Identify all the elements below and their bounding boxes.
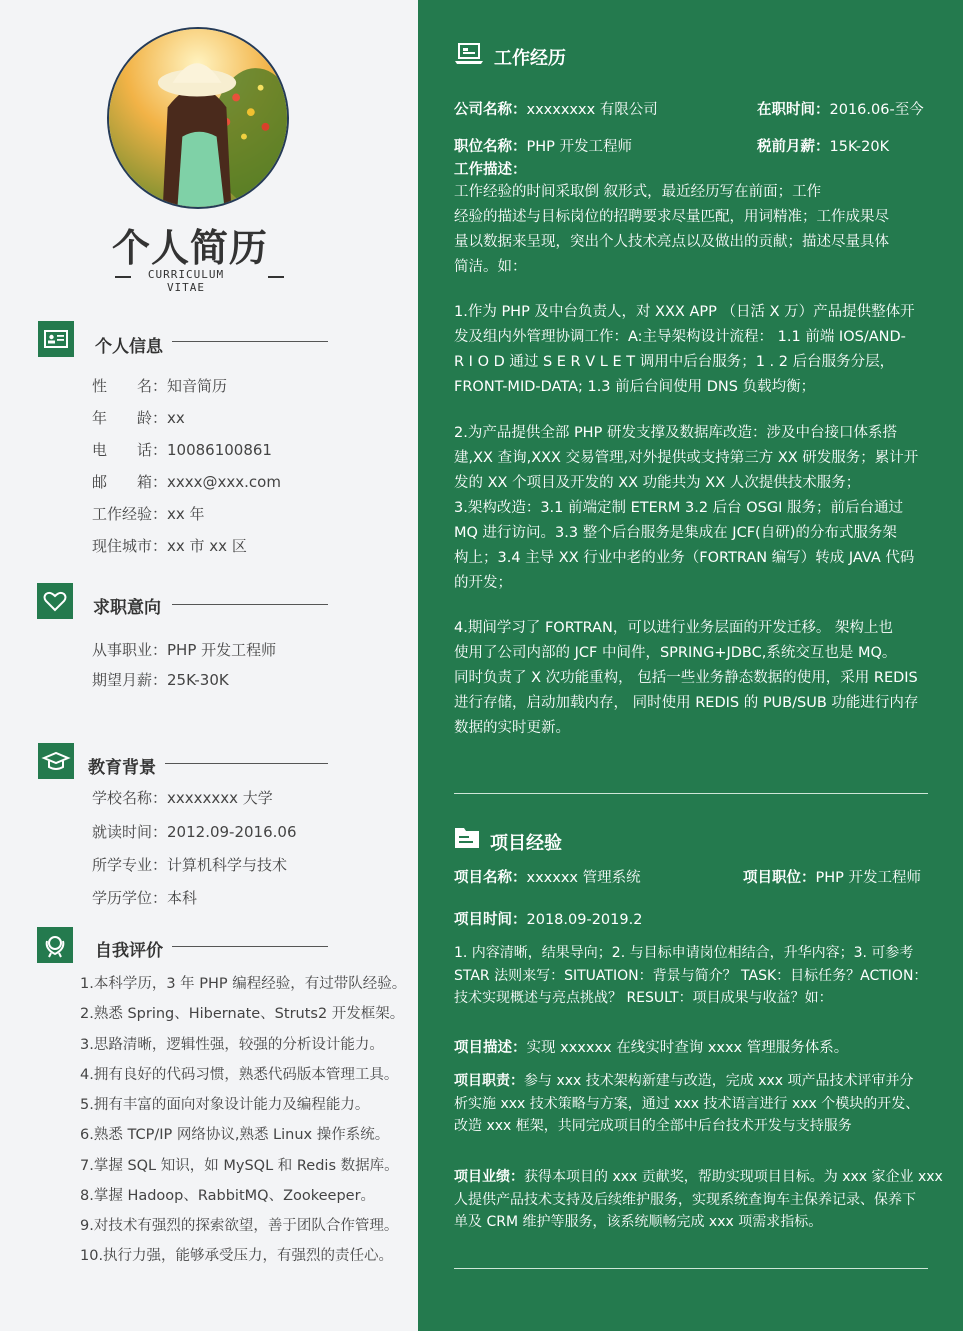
- self-eval-item: 10.执行力强，能够承受压力，有强烈的责任心。: [80, 1248, 394, 1264]
- section-divider: [172, 604, 328, 605]
- work-intro: 工作经验的时间采取倒 叙形式，最近经历写在前面；工作 经验的描述与目标岗位的招聘要求尽量匹配，用词精准；工作成果尽 量以数据来呈现，突出个人技术亮点以及做出的贡献；描述尽量具体 简洁。如：: [454, 184, 889, 275]
- work-position: 职位名称：PHP 开发工程师: [454, 139, 632, 155]
- info-row-experience: 工作经验：xx 年: [92, 505, 205, 523]
- info-row-city: 现住城市：xx 市 xx 区: [92, 537, 247, 555]
- section-title-education: 教育背景: [88, 758, 156, 778]
- left-column: [0, 0, 418, 1331]
- project-time: 项目时间：2018.09-2019.2: [454, 912, 643, 928]
- laptop-icon: [454, 42, 484, 66]
- project-duty: 项目职责：参与 xxx 技术架构新建与改造，完成 xxx 项产品技术评审并分 析实施 xxx 技术策略与方案，通过 xxx 技术语言进行 xxx 个模块的开发、 改造 xxx 框架，共同完成项目的全部中后台技术开发与支持服务: [454, 1073, 920, 1134]
- folder-icon: [454, 826, 480, 850]
- resume-subtitle: CURRICULUM VITAE: [147, 268, 225, 294]
- badge-icon: [37, 927, 73, 963]
- resume-title: 个人简历: [111, 226, 268, 270]
- self-eval-item: 2.熟悉 Spring、Hibernate、Struts2 开发框架。: [80, 1006, 405, 1022]
- self-eval-item: 8.掌握 Hadoop、RabbitMQ、Zookeeper。: [80, 1188, 376, 1204]
- edu-row-degree: 学历学位：本科: [92, 889, 198, 907]
- section-divider: [454, 1268, 928, 1269]
- info-row-name: 性 名：知音简历: [92, 377, 228, 395]
- project-intro: 1. 内容清晰，结果导向；2. 与目标申请岗位相结合，升华内容；3. 可参考 STAR 法则来写：SITUATION：背景与简介？ TASK：目标任务？ACTION： 技术实现概述与亮点挑战？ RESULT：项目成果与收益？如：: [454, 945, 928, 1006]
- project-name: 项目名称：xxxxxx 管理系统: [454, 870, 641, 886]
- self-eval-item: 1.本科学历，3 年 PHP 编程经验，有过带队经验。: [80, 976, 407, 992]
- work-paragraph-1: 1.作为 PHP 及中台负责人，对 XXX APP （日活 X 万）产品提供整体开 发及组内外管理协调工作：A:主导架构设计流程： 1.1 前端 IOS/AND- R I O D 通过 S E R V L E T 调用中后台服务；1 . 2 后台服务分层， FRONT-MID-DATA; 1.3 前后台间使用 DNS 负载均衡；: [454, 304, 915, 395]
- section-title-work: 工作经历: [494, 48, 566, 69]
- self-eval-item: 7.掌握 SQL 知识，如 MySQL 和 Redis 数据库。: [80, 1158, 399, 1174]
- work-desc-label: 工作描述：: [454, 162, 527, 178]
- section-divider: [172, 946, 328, 947]
- right-column: [418, 0, 963, 1331]
- section-divider: [165, 763, 328, 764]
- project-desc: 项目描述：实现 xxxxxx 在线实时查询 xxxx 管理服务体系。: [454, 1040, 849, 1056]
- info-row-email: 邮 箱：xxxx@xxx.com: [92, 473, 281, 491]
- section-title-self-eval: 自我评价: [95, 941, 163, 961]
- edu-row-period: 就读时间：2012.09-2016.06: [92, 823, 297, 841]
- info-row-age: 年 龄：xx: [92, 409, 185, 427]
- graduation-cap-icon: [38, 743, 74, 779]
- work-company: 公司名称：xxxxxxxx 有限公司: [454, 102, 658, 118]
- intent-row-salary: 期望月薪：25K-30K: [92, 671, 229, 689]
- work-paragraph-3: 4.期间学习了 FORTRAN，可以进行业务层面的开发迁移。 架构上也 使用了公司内部的 JCF 中间件，SPRING+JDBC,系统交互也是 MQ。 同时负责了 X 次功能重构， 包括一些业务静态数据的使用，采用 REDIS 进行存储，启动加载内存， 同时使用 REDIS 的 PUB/SUB 功能进行内存 数据的实时更新。: [454, 620, 919, 736]
- work-paragraph-2: 2.为产品提供全部 PHP 研发支撑及数据库改造：涉及中台接口体系搭 建,XX 查询,XXX 交易管理,对外提供或支持第三方 XX 研发服务；累计开 发的 XX 个项目及开发的 XX 功能共为 XX 人次提供技术服务； 3.架构改造：3.1 前端定制 ETERM 3.2 后台 OSGI 服务；前后台通过 MQ 进行访问。3.3 整个后台服务是集成在 JCF(自研)的分布式服务架 构上；3.4 主导 XX 行业中老的业务（FORTRAN 编写）转成 JAVA 代码 的开发；: [454, 425, 919, 591]
- section-title-intent: 求职意向: [93, 598, 161, 618]
- section-divider: [454, 793, 928, 794]
- heart-icon: [37, 583, 73, 619]
- avatar: [107, 27, 289, 209]
- edu-row-school: 学校名称：xxxxxxxx 大学: [92, 789, 273, 807]
- id-card-icon: [38, 321, 74, 357]
- edu-row-major: 所学专业：计算机科学与技术: [92, 856, 288, 874]
- self-eval-item: 9.对技术有强烈的探索欲望，善于团队合作管理。: [80, 1218, 399, 1234]
- work-time: 在职时间：2016.06-至今: [757, 102, 924, 118]
- avatar-photo: [109, 29, 287, 207]
- work-salary: 税前月薪：15K-20K: [757, 139, 890, 155]
- section-divider: [172, 341, 328, 342]
- self-eval-item: 3.思路清晰，逻辑性强，较强的分析设计能力。: [80, 1037, 384, 1053]
- self-eval-item: 5.拥有丰富的面向对象设计能力及编程能力。: [80, 1097, 370, 1113]
- intent-row-job: 从事职业：PHP 开发工程师: [92, 641, 277, 659]
- subtitle-right-dash: [268, 276, 284, 278]
- self-eval-item: 4.拥有良好的代码习惯，熟悉代码版本管理工具。: [80, 1067, 399, 1083]
- info-row-phone: 电 话：10086100861: [92, 441, 272, 459]
- project-result: 项目业绩：获得本项目的 xxx 贡献奖，帮助实现项目目标。为 xxx 家企业 xxx 人提供产品技术支持及后续维护服务，实现系统查询车主保养记录、保养下 单及 CRM 维护等服务，该系统顺畅完成 xxx 项需求指标。: [454, 1169, 943, 1230]
- project-role: 项目职位：PHP 开发工程师: [743, 870, 921, 886]
- self-eval-item: 6.熟悉 TCP/IP 网络协议,熟悉 Linux 操作系统。: [80, 1127, 390, 1143]
- section-title-project: 项目经验: [490, 833, 562, 854]
- section-title-personal: 个人信息: [95, 337, 163, 357]
